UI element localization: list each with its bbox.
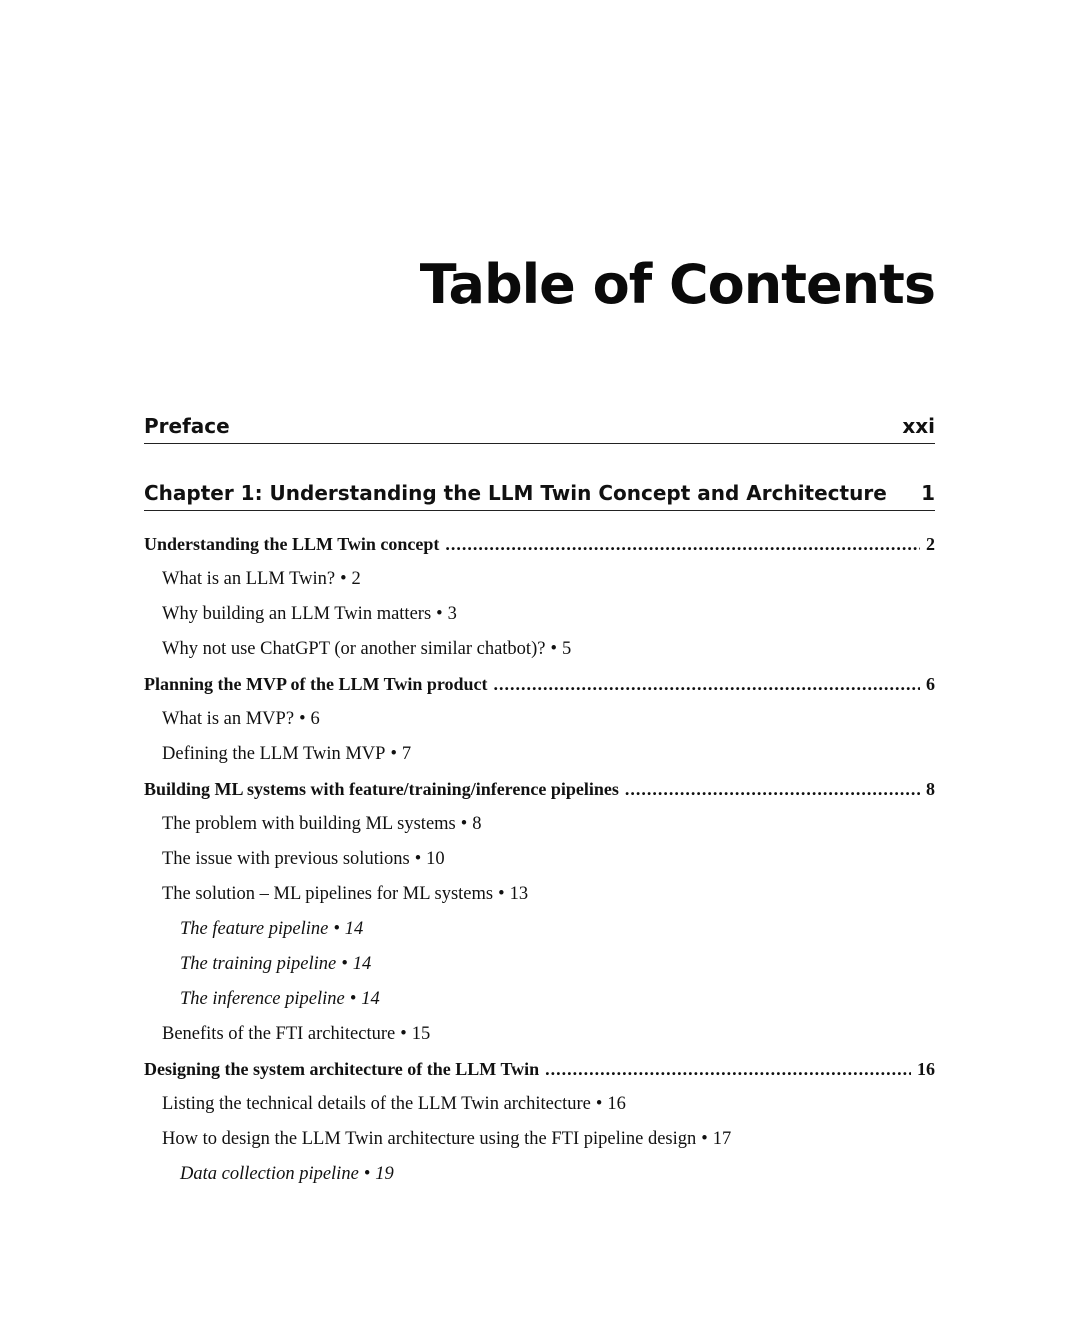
- toc-subsection-entry[interactable]: [144, 562, 935, 597]
- bullet-icon: •: [363, 1164, 371, 1184]
- toc-section-entry[interactable]: [144, 1052, 935, 1087]
- subsection-title: The problem with building ML systems: [162, 814, 456, 834]
- subsection-title: Defining the LLM Twin MVP: [162, 744, 386, 764]
- subsection-title: The issue with previous solutions: [162, 849, 410, 869]
- toc-subsection-entry[interactable]: [144, 807, 935, 842]
- toc-subsection-entry[interactable]: [144, 1017, 935, 1052]
- chapter-label: Chapter 1: Understanding the LLM Twin Concept and Architecture: [144, 481, 887, 505]
- subsubsection-title: The training pipeline: [180, 954, 337, 974]
- bullet-icon: •: [460, 814, 468, 834]
- toc-subsection-entry[interactable]: [144, 597, 935, 632]
- subsection-page-number: 17: [712, 1129, 732, 1149]
- subsection-title: Why building an LLM Twin matters: [162, 604, 432, 624]
- toc-subsubsection-entry[interactable]: [144, 1157, 935, 1192]
- section-title: Understanding the LLM Twin concept: [144, 534, 440, 554]
- toc-subsection-entry[interactable]: [144, 702, 935, 737]
- subsubsection-page-number: 19: [375, 1164, 394, 1184]
- section-page-number: 6: [926, 674, 935, 694]
- toc-subsubsection-entry[interactable]: [144, 912, 935, 947]
- section-page-number: 16: [917, 1059, 935, 1079]
- dot-leader: [494, 674, 920, 695]
- toc-entries: [144, 527, 935, 1192]
- toc-chapter-heading[interactable]: [144, 481, 935, 511]
- section-page-number: 8: [926, 779, 935, 799]
- toc-section-entry[interactable]: [144, 667, 935, 702]
- subsection-title: What is an LLM Twin?: [162, 569, 336, 589]
- subsection-page-number: 3: [447, 604, 457, 624]
- toc-subsection-entry[interactable]: [144, 1122, 935, 1157]
- preface-page-number: xxi: [902, 414, 935, 438]
- bullet-icon: •: [701, 1129, 708, 1149]
- toc-subsection-entry[interactable]: [144, 737, 935, 772]
- bullet-icon: •: [390, 744, 397, 764]
- toc-subsubsection-entry[interactable]: [144, 947, 935, 982]
- bullet-icon: •: [498, 884, 505, 904]
- subsection-title: Benefits of the FTI architecture: [162, 1024, 396, 1044]
- subsection-page-number: 13: [509, 884, 529, 904]
- subsection-page-number: 6: [310, 709, 320, 729]
- section-page-number: 2: [926, 534, 935, 554]
- dot-leader: [445, 534, 920, 555]
- subsubsection-title: Data collection pipeline: [180, 1164, 359, 1184]
- toc-preface-heading[interactable]: [144, 414, 935, 444]
- toc-subsection-entry[interactable]: [144, 877, 935, 912]
- bullet-icon: •: [333, 919, 340, 939]
- bullet-icon: •: [436, 604, 443, 624]
- subsection-title: What is an MVP?: [162, 709, 295, 729]
- bullet-icon: •: [595, 1094, 603, 1114]
- section-title: Building ML systems with feature/training/inference pipelines: [144, 779, 619, 799]
- dot-leader: [625, 779, 920, 800]
- subsection-page-number: 5: [561, 639, 572, 659]
- toc-subsection-entry[interactable]: [144, 1087, 935, 1122]
- bullet-icon: •: [414, 849, 422, 869]
- toc-page: [144, 0, 935, 1332]
- bullet-icon: •: [349, 989, 357, 1009]
- chapter-page-number: 1: [921, 481, 935, 505]
- section-title: Designing the system architecture of the LLM Twin: [144, 1059, 540, 1079]
- subsection-title: Listing the technical details of the LLM Twin architecture: [162, 1094, 591, 1114]
- subsection-page-number: 15: [411, 1024, 431, 1044]
- page-title: Table of Contents: [419, 253, 935, 316]
- dot-leader: [545, 1059, 911, 1080]
- subsubsection-title: The feature pipeline: [180, 919, 329, 939]
- subsection-page-number: 2: [351, 569, 361, 589]
- subsection-title: Why not use ChatGPT (or another similar chatbot)?: [162, 639, 546, 659]
- toc-subsection-entry[interactable]: [144, 842, 935, 877]
- bullet-icon: •: [299, 709, 306, 729]
- subsection-title: The solution – ML pipelines for ML systems: [162, 884, 494, 904]
- subsubsection-page-number: 14: [352, 954, 372, 974]
- bullet-icon: •: [400, 1024, 407, 1044]
- subsection-page-number: 10: [426, 849, 445, 869]
- subsection-page-number: 7: [401, 744, 412, 764]
- subsubsection-page-number: 14: [361, 989, 380, 1009]
- subsubsection-title: The inference pipeline: [180, 989, 345, 1009]
- toc-subsection-entry[interactable]: [144, 632, 935, 667]
- preface-label: Preface: [144, 414, 230, 438]
- bullet-icon: •: [341, 954, 348, 974]
- bullet-icon: •: [340, 569, 347, 589]
- subsection-page-number: 16: [607, 1094, 626, 1114]
- subsection-title: How to design the LLM Twin architecture using the FTI pipeline design: [162, 1129, 697, 1149]
- subsubsection-page-number: 14: [344, 919, 364, 939]
- toc-section-entry[interactable]: [144, 772, 935, 807]
- section-title: Planning the MVP of the LLM Twin product: [144, 674, 488, 694]
- bullet-icon: •: [550, 639, 557, 659]
- subsection-page-number: 8: [472, 814, 482, 834]
- toc-section-entry[interactable]: [144, 527, 935, 562]
- toc-subsubsection-entry[interactable]: [144, 982, 935, 1017]
